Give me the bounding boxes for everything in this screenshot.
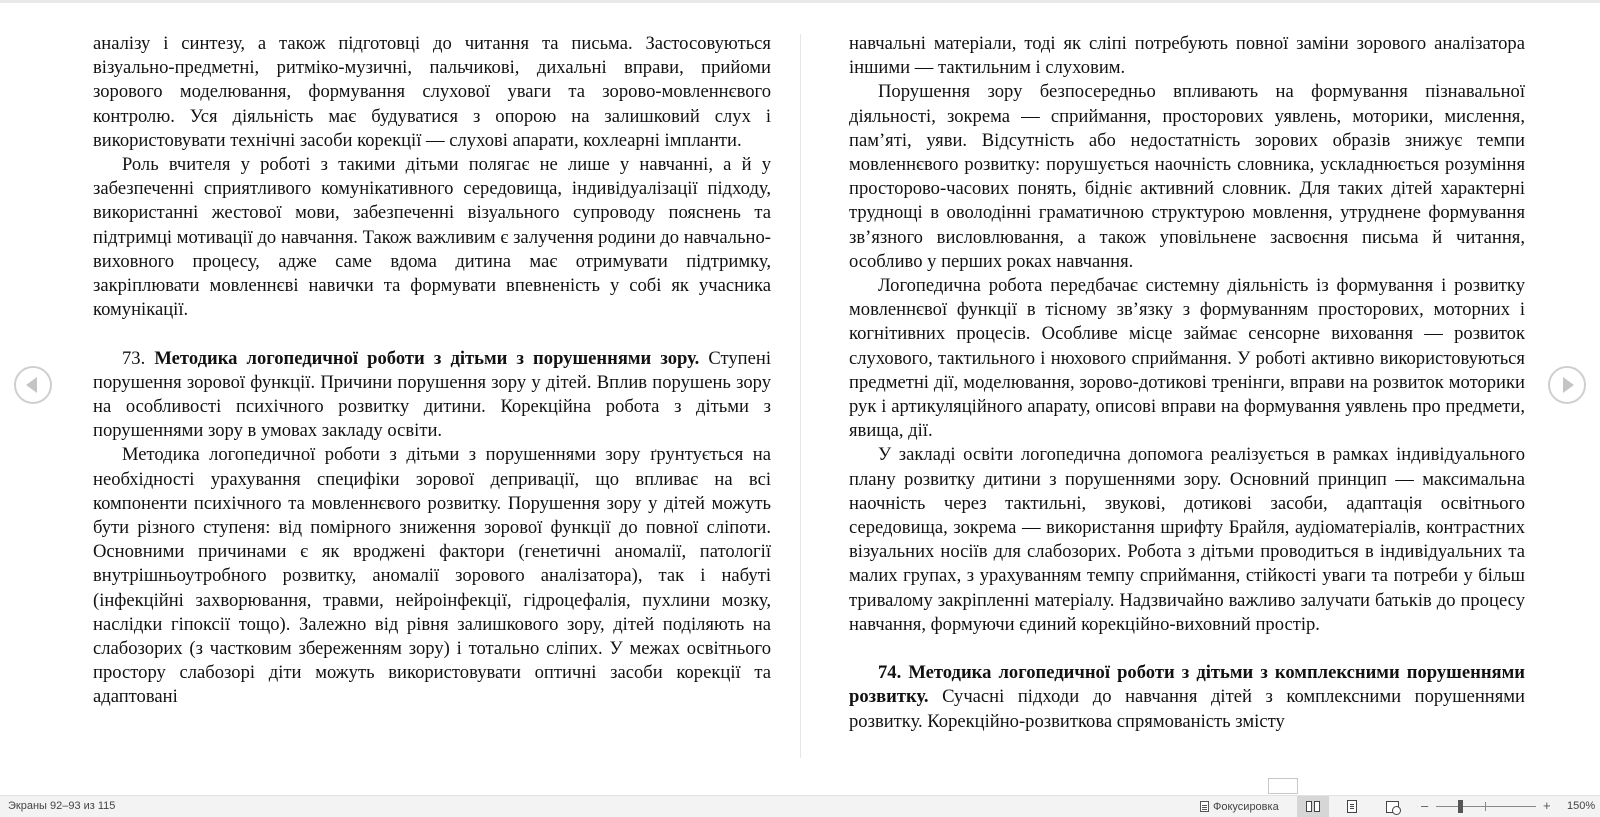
section-heading: Методика логопедичної роботи з дітьми з порушеннями зору.	[154, 347, 700, 369]
web-icon	[1386, 801, 1399, 813]
zoom-slider-track[interactable]	[1436, 806, 1536, 807]
screen-counter[interactable]: Экраны 92–93 из 115	[8, 800, 116, 812]
document-focus-icon	[1200, 801, 1209, 812]
next-page-button[interactable]	[1548, 366, 1586, 404]
book-icon	[1306, 801, 1320, 812]
paragraph: Методика логопедичної роботи з дітьми з порушеннями зору ґрунтується на необхідності урахування специфіки зорової депривації, що впливає на всі компоненти психічного та мовленнєвого розвитку. Порушення зору у дітей можуть бути різного ступеня: від помірного зниження зорової функції до повної сліпоти. Основними причинами є як вроджені фактори (генетичні аномалії, патології внутрішньоутробного розвитку, аномалії зорового аналізатора), так і набуті (інфекційні захворювання, травми, нейроінфекції, гідроцефалія, пухлини мозку, наслідки гіпоксії тощо). Залежно від рівня залишкового зору, дітей поділяють на слабозорих (з частковим збереженням зору) і тотально сліпих. У межах освітнього простору слабозорі діти можуть використовувати оптичні засоби корекції та адаптовані	[93, 444, 771, 708]
right-page	[849, 32, 1525, 764]
page-icon	[1347, 800, 1357, 813]
section-number: 74.	[878, 662, 902, 684]
zoom-slider-center-mark	[1485, 802, 1486, 811]
section-text: Ступені порушення зорової функції. Причини порушення зору у дітей. Вплив порушень зору на особливості психічного розвитку дитини. Корекційна робота з дітьми з порушеннями зору в умовах закладу освіти.	[93, 347, 771, 442]
read-mode-button[interactable]	[1297, 796, 1329, 817]
status-bar	[0, 795, 1600, 817]
zoom-out-button[interactable]: –	[1421, 798, 1429, 813]
paragraph: навчальні матеріали, тоді як сліпі потребують повної заміни зорового аналізатора іншими — тактильним і слуховим.	[849, 33, 1525, 79]
section-heading: Методика логопедичної роботи з дітьми з комплексними порушеннями розвитку.	[849, 662, 1525, 708]
focus-mode-button[interactable]	[1196, 798, 1283, 815]
prev-page-button[interactable]	[14, 366, 52, 404]
zoom-level[interactable]: 150%	[1567, 800, 1596, 812]
print-layout-button[interactable]	[1336, 796, 1368, 817]
paragraph: аналізу і синтезу, а також підготовці до читання та письма. Застосовуються візуально-предметні, ритміко-музичні, пальчикові, дихальні вправи, прийоми зорового моделювання, формування слухової уваги та зорово-мовленнєвого контролю. Уся діяльність має будуватися з опорою на залишковий слух і використовувати технічні засоби корекції — слухові апарати, кохлеарні імпланти.	[93, 33, 771, 151]
web-layout-button[interactable]	[1376, 796, 1408, 817]
paragraph: Порушення зору безпосередньо впливають на формування пізнавальної діяльності, зокрема — сприймання, просторових уявлень, моторики, мислення, пам’яті, уяви. Відсутність або недостатність зорових образів знижує темпи мовленнєвого розвитку: порушується наочність словника, ускладнюється розуміння просторово-часових понять, бідніє активний словник. Для таких дітей характерні труднощі в оволодінні граматичною структурою мовлення, утруднене формування зв’язного висловлювання, а також уповільнене засвоєння письма й читання, особливо у перших роках навчання.	[849, 81, 1525, 272]
paragraph: Роль вчителя у роботі з такими дітьми полягає не лише у навчанні, а й у забезпеченні сприятливого комунікативного середовища, індивідуалізації підходу, використанні жестової мови, забезпеченні візуального супроводу пояснень та підтримці мотивації до навчання. Також важливим є залучення родини до навчально-виховного процесу, адже саме вдома дитина має отримувати підтримку, закріплювати мовленнєві навички та формувати впевненість у собі як учасника комунікації.	[93, 154, 771, 321]
paragraph-gap	[93, 322, 771, 346]
paragraph-gap	[849, 637, 1525, 661]
left-page	[93, 32, 771, 764]
window-top-border	[0, 0, 1600, 3]
page-divider	[800, 34, 801, 758]
section-text: Сучасні підходи до навчання дітей з комплексними порушеннями розвитку. Корекційно-розвиткова спрямованість змісту	[849, 686, 1525, 732]
section-paragraph	[849, 661, 1525, 734]
paragraph: Логопедична робота передбачає системну діяльність із формування і розвитку мовленнєвої функції в тісному зв’язку з формуванням просторових, моторних і когнітивних процесів. Особливе місце займає сенсорне виховання — розвиток слухового, тактильного і нюхового сприймання. У роботі активно використовуються предметні дії, моделювання, зорово-дотикові тренінги, вправи на розвиток моторики рук і артикуляційного апарату, описові вправи на формування уявлень про предмети, явища, дії.	[849, 275, 1525, 442]
section-number: 73.	[122, 347, 146, 369]
section-paragraph	[93, 347, 771, 444]
zoom-slider-thumb[interactable]	[1458, 800, 1463, 813]
paragraph: У закладі освіти логопедична допомога реалізується в рамках індивідуального плану розвитку дитини з порушеннями зору. Основний принцип — максимальна наочність через тактильні, звукові, дотикові засоби, адаптація освітнього середовища, зокрема — використання шрифту Брайля, аудіоматеріалів, контрастних візуальних носіїв для слабозорих. Робота з дітьми проводиться в індивідуальних та малих групах, з урахуванням темпу сприймання, стійкості уваги та потреби у більш тривалому закріпленні матеріалу. Надзвичайно важливо залучати батьків до процесу навчання, формуючи єдиний корекційно-виховний простір.	[849, 444, 1525, 635]
focus-mode-label: Фокусировка	[1213, 800, 1279, 813]
chevron-left-icon	[26, 377, 37, 393]
horizontal-scroll-thumb[interactable]	[1268, 778, 1298, 794]
chevron-right-icon	[1563, 377, 1574, 393]
zoom-in-button[interactable]: +	[1543, 798, 1551, 813]
